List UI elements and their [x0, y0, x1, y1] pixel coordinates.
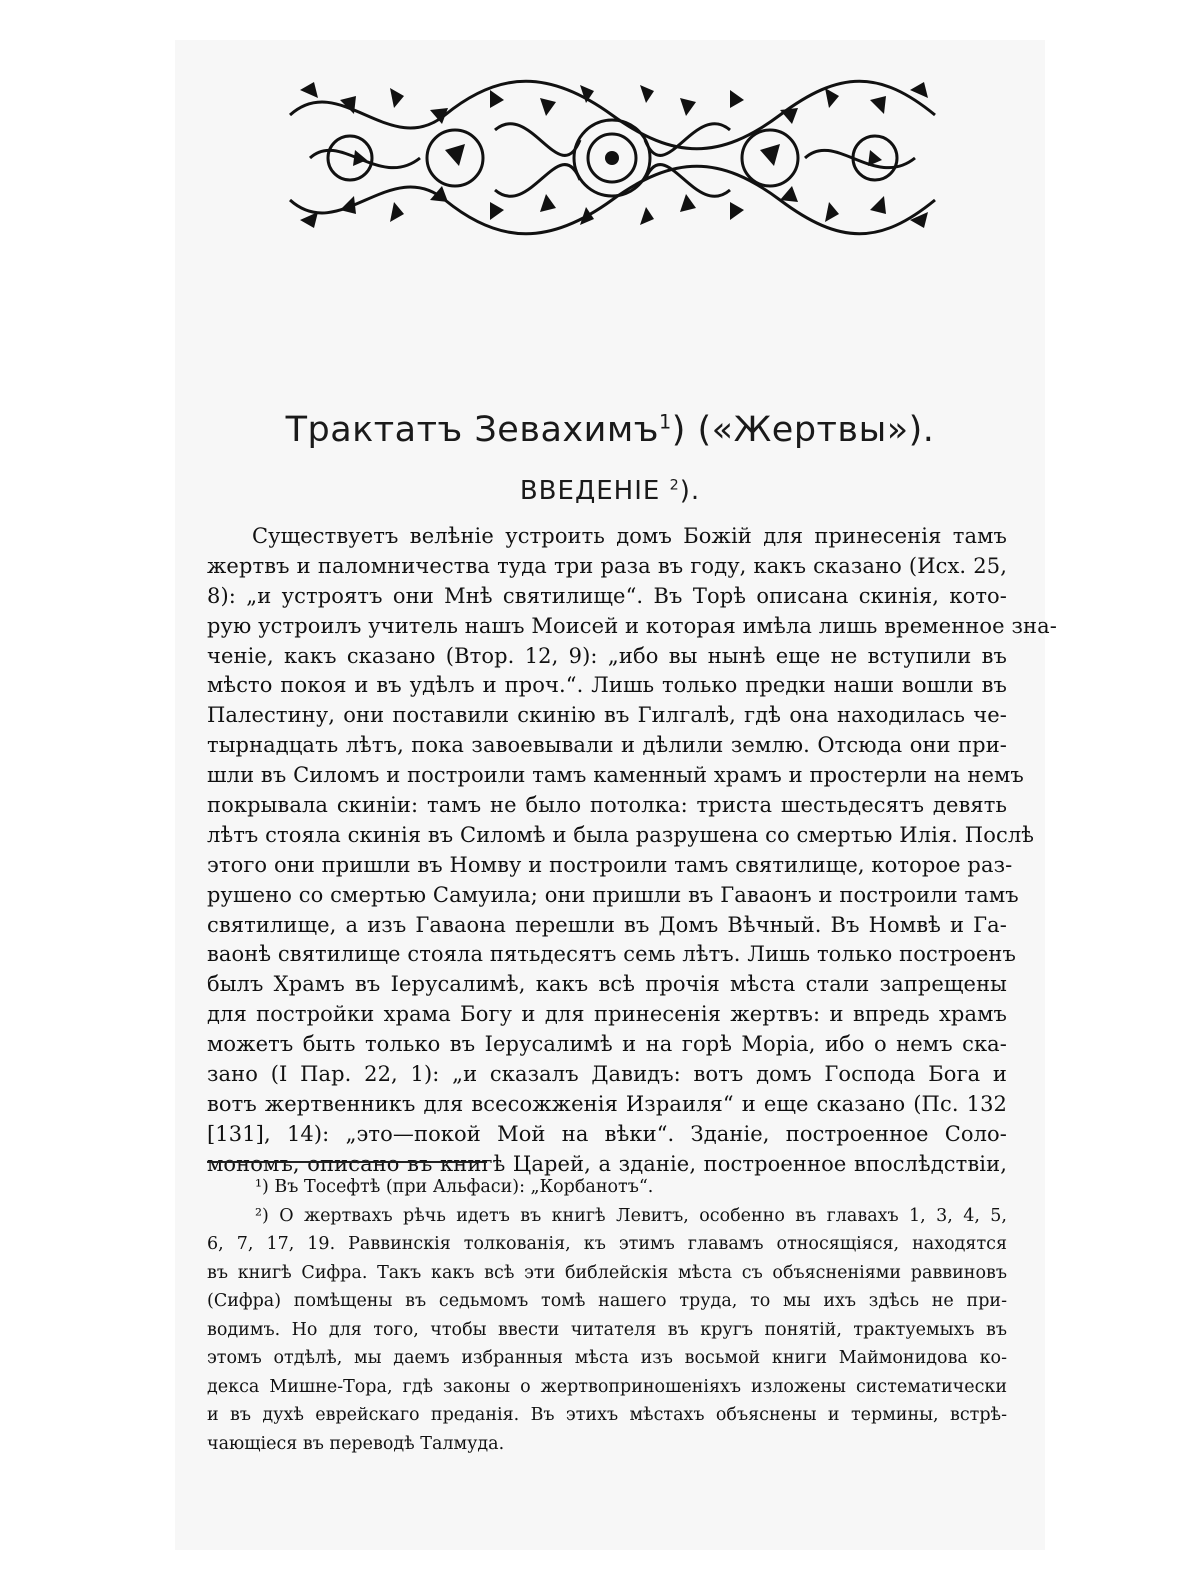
body-line: рую устроилъ учитель нашъ Моисей и которая имѣла лишь временное зна- [207, 613, 1057, 638]
subtitle-rest: ). [679, 476, 701, 506]
footnotes [207, 1173, 1007, 1458]
body-line: Палестину, они поставили скинію въ Гилгалѣ, гдѣ она находилась че- [207, 703, 1007, 728]
body-line: ваонѣ святилище стояла пятьдесятъ семь лѣтъ. Лишь только построенъ [207, 942, 1016, 967]
footnote-2-line: водимъ. Но для того, чтобы ввести читателя въ кругъ понятій, трактуемыхъ въ [207, 1319, 1007, 1340]
body-line: ченіе, какъ сказано (Втор. 12, 9): „ибо вы нынѣ еще не вступили въ [207, 643, 1007, 668]
body-line: былъ Храмъ въ Іерусалимѣ, какъ всѣ прочія мѣста стали запрещены [207, 972, 1007, 997]
body-line: мономъ, описано въ книгѣ Царей, а зданіе, построенное впослѣдствіи, [207, 1151, 1007, 1176]
footnote-1: ¹) Въ Тосефтѣ (при Альфаси): „Корбанотъ“. [255, 1177, 654, 1197]
body-line: лѣтъ стояла скинія въ Силомѣ и была разрушена со смертью Илія. Послѣ [207, 822, 1035, 847]
footnote-2-line: декса Мишне-Тора, гдѣ законы о жертвоприношеніяхъ изложены систематически [207, 1376, 1007, 1397]
body-line: святилище, а изъ Гаваона перешли въ Домъ Вѣчный. Въ Номвѣ и Га- [207, 912, 1007, 937]
footnote-2-line: въ книгѣ Сифра. Такъ какъ всѣ эти библейскія мѣста съ объясненіями раввиновъ [207, 1262, 1007, 1283]
title-rest: ) («Жертвы»). [671, 410, 935, 450]
body-line: шли въ Силомъ и построили тамъ каменный храмъ и простерли на немъ [207, 763, 1024, 788]
treatise-title [175, 410, 1045, 450]
body-line: жертвъ и паломничества туда три раза въ году, какъ сказано (Исх. 25, [207, 553, 1007, 578]
footnote-2-line: ²) О жертвахъ рѣчь идетъ въ книгѣ Левитъ, особенно въ главахъ 1, 3, 4, 5, [255, 1205, 1007, 1226]
body-line: рушено со смертью Самуила; они пришли въ Гаваонъ и построили тамъ [207, 882, 1019, 907]
footnote-2-line: чающіеся въ переводѣ Талмуда. [207, 1433, 505, 1454]
footnote-2-line: (Сифра) помѣщены въ седьмомъ томѣ нашего труда, то мы ихъ здѣсь не при- [207, 1291, 1007, 1311]
subtitle-footnote-marker: 2 [669, 477, 680, 494]
body-line: тырнадцать лѣтъ, пока завоевывали и дѣлили землю. Отсюда они при- [207, 733, 1007, 758]
body-text [207, 522, 1057, 1180]
footnote-2-line: 6, 7, 17, 19. Раввинскія толкованія, къ этимъ главамъ относящіяся, находятся [207, 1234, 1007, 1254]
body-line: этого они пришли въ Номву и построили тамъ святилище, которое раз- [207, 852, 1013, 877]
body-line: 8): „и устроятъ они Мнѣ святилище“. Въ Торѣ описана скинія, кото- [207, 583, 1007, 608]
section-heading [175, 476, 1045, 506]
footnote-2-line: и въ духѣ еврейскаго преданія. Въ этихъ мѣстахъ объяснены и термины, встрѣ- [207, 1405, 1007, 1425]
footnote-2-line: этомъ отдѣлѣ, мы даемъ избранныя мѣста изъ восьмой книги Маймонидова ко- [207, 1348, 1007, 1368]
body-line: для постройки храма Богу и для принесенія жертвъ: и впредь храмъ [207, 1002, 1007, 1027]
body-line: можетъ быть только въ Іерусалимѣ и на горѣ Моріа, ибо о немъ ска- [207, 1032, 1007, 1057]
body-line: мѣсто покоя и въ удѣлъ и проч.“. Лишь только предки наши вошли въ [207, 673, 1007, 698]
body-line: [131], 14): „это—покой Мой на вѣки“. Зданіе, построенное Соло- [207, 1121, 1007, 1146]
body-line: вотъ жертвенникъ для всесожженія Израиля“ и еще сказано (Пс. 132 [207, 1091, 1007, 1116]
subtitle-main: ВВЕДЕНІЕ [519, 476, 661, 506]
footnote-separator [207, 1161, 487, 1163]
body-line: покрывала скиніи: тамъ не было потолка: триста шестьдесятъ девять [207, 793, 1007, 818]
body-line: Существуетъ велѣніе устроить домъ Божій для принесенія тамъ [252, 524, 1007, 548]
body-line: зано (I Пар. 22, 1): „и сказалъ Давидъ: вотъ домъ Господа Бога и [207, 1062, 1007, 1087]
title-footnote-marker: 1 [659, 410, 672, 434]
headpiece-ornament [280, 70, 945, 245]
title-main: Трактатъ Зевахимъ [285, 410, 659, 450]
